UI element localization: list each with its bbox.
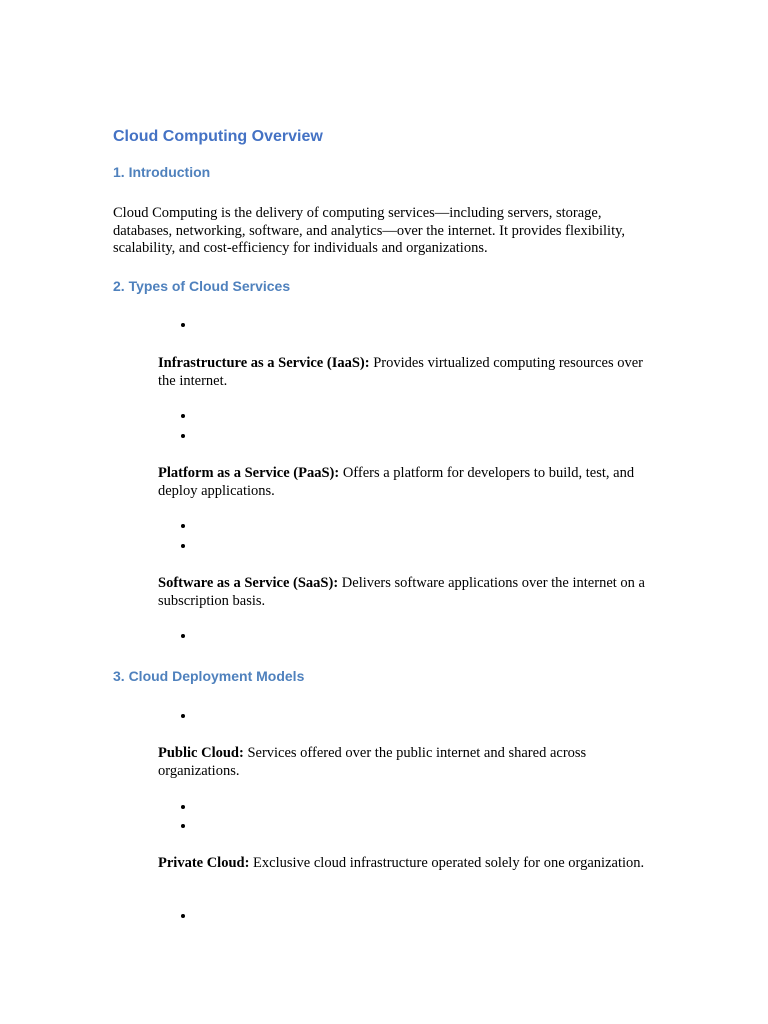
bullet-marker [181,323,185,327]
bullet-marker [181,805,185,809]
bullet-marker [181,824,185,828]
list-item-description: Offers a platform for developers to build, test, and deploy applications. [158,465,635,499]
bullet-marker [181,544,185,548]
list-item-iaas [158,354,655,390]
section-heading-cloud-deployment-models: 3. Cloud Deployment Models [113,668,305,684]
list-item-term: Software as a Service (SaaS): [158,575,339,591]
list-item-description: Provides virtualized computing resources over the internet. [158,355,643,389]
list-item-public-cloud [158,744,655,780]
list-item-term: Platform as a Service (PaaS): [158,465,340,481]
bullet-marker [181,714,185,718]
bullet-marker [181,524,185,528]
document-title: Cloud Computing Overview [113,128,323,145]
bullet-marker [181,914,185,918]
list-item-description: Services offered over the public internet and shared across organizations. [158,745,587,779]
bullet-marker [181,634,185,638]
list-item-term: Private Cloud: [158,855,250,871]
bullet-marker [181,414,185,418]
list-item-term: Public Cloud: [158,745,244,761]
bullet-marker [181,434,185,438]
introduction-paragraph: Cloud Computing is the delivery of computing services—including servers, storage, databases, networking, software, and analytics—over the internet. It provides flexibility, scalability, and cost-efficiency for individuals and organizations. [113,205,626,257]
list-item-description: Delivers software applications over the internet on a subscription basis. [158,575,645,609]
section-heading-introduction: 1. Introduction [113,164,211,180]
list-item-description: Exclusive cloud infrastructure operated solely for one organization. [249,855,645,871]
section-heading-types-of-cloud-services: 2. Types of Cloud Services [113,278,291,294]
list-item-saas [158,574,655,610]
list-item-term: Infrastructure as a Service (IaaS): [158,355,370,371]
list-item-paas [158,464,655,500]
list-item-private-cloud [158,854,655,872]
